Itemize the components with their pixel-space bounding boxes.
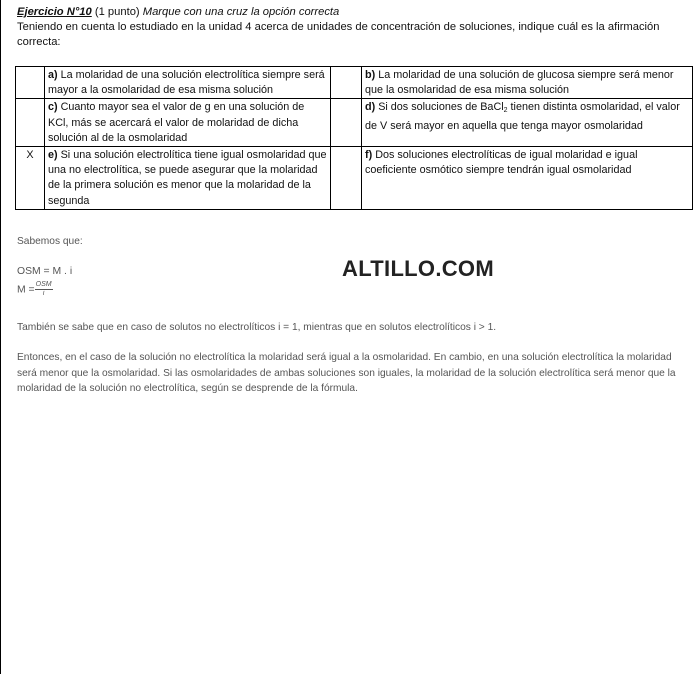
answer-paragraph: Entonces, en el caso de la solución no electrolítica la molaridad será igual a la osmolaridad. En cambio, en una solución electrolítica la molaridad será menor que la osmolaridad. Si las osmolaridades de ambas soluciones son iguales, la molaridad de la solución electrolítica será menor que la molaridad de la solución no electrolítica, según se desprende de la fórmula.	[17, 352, 676, 394]
exercise-header	[17, 5, 687, 50]
option-text: La molaridad de una solución de glucosa siempre será menor que la osmolaridad de esa misma solución	[365, 69, 674, 97]
option-letter: b)	[365, 69, 376, 81]
watermark: ALTILLO.COM	[342, 256, 494, 281]
answer-intro: Sabemos que:	[17, 236, 83, 247]
option-e-text	[45, 147, 331, 210]
fraction-numerator: OSM	[35, 281, 52, 288]
formula-osm: OSM = M . i	[17, 266, 73, 277]
table-row	[16, 67, 693, 99]
fraction-denominator: i	[42, 290, 45, 297]
option-c-text	[45, 99, 331, 147]
formula-molarity	[17, 281, 53, 298]
option-text-pre: Si dos soluciones de BaCl	[375, 101, 504, 114]
option-f-text	[362, 147, 693, 210]
option-e-checkbox[interactable]: X	[16, 147, 45, 210]
option-a-checkbox[interactable]	[16, 67, 45, 99]
exercise-points: (1 punto)	[94, 6, 140, 18]
option-text: Dos soluciones electrolíticas de igual molaridad e igual coeficiente osmótico siempre tendrán igual osmolaridad	[365, 149, 638, 177]
option-b-checkbox[interactable]	[331, 67, 362, 99]
option-text: Si una solución electrolítica tiene igual osmolaridad que una no electrolítica, se puede asegurar que la molaridad de la primera solución es menor que la molaridad de la segunda	[48, 149, 327, 207]
option-text: La molaridad de una solución electrolítica siempre será mayor a la osmolaridad de esa misma solución	[48, 69, 325, 97]
formula-fraction	[35, 281, 53, 298]
exercise-statement: Teniendo en cuenta lo estudiado en la unidad 4 acerca de unidades de concentración de soluciones, indique cuál es la afirmación correcta:	[17, 21, 660, 48]
option-f-checkbox[interactable]	[331, 147, 362, 210]
table-row	[16, 99, 693, 147]
option-letter: a)	[48, 69, 58, 81]
option-d-text	[362, 99, 693, 147]
options-table	[15, 66, 693, 210]
answer-paragraph: También se sabe que en caso de solutos no electrolíticos i = 1, mientras que en solutos electrolíticos i > 1.	[17, 322, 497, 333]
exercise-number: Ejercicio N°10	[17, 6, 92, 18]
formula-lhs: M =	[17, 284, 35, 296]
option-letter: f)	[365, 149, 373, 162]
option-c-checkbox[interactable]	[16, 99, 45, 147]
option-letter: c)	[48, 101, 58, 114]
page-left-border	[0, 0, 1, 674]
option-text-subscript: 2	[503, 107, 508, 115]
option-a-text	[45, 67, 331, 99]
option-text-post: tienen distinta osmolaridad, el valor de V será mayor en aquella que tenga mayor osmolaridad	[365, 101, 680, 132]
exercise-instruction: Marque con una cruz la opción correcta	[142, 6, 340, 18]
table-row	[16, 147, 693, 210]
option-letter: d)	[365, 101, 376, 114]
option-letter: e)	[48, 149, 58, 162]
option-b-text	[362, 67, 693, 99]
option-text: Cuanto mayor sea el valor de g en una solución de KCl, más se acercará el valor de molaridad de dicha solución al de la osmolaridad	[48, 101, 305, 144]
option-d-checkbox[interactable]	[331, 99, 362, 147]
